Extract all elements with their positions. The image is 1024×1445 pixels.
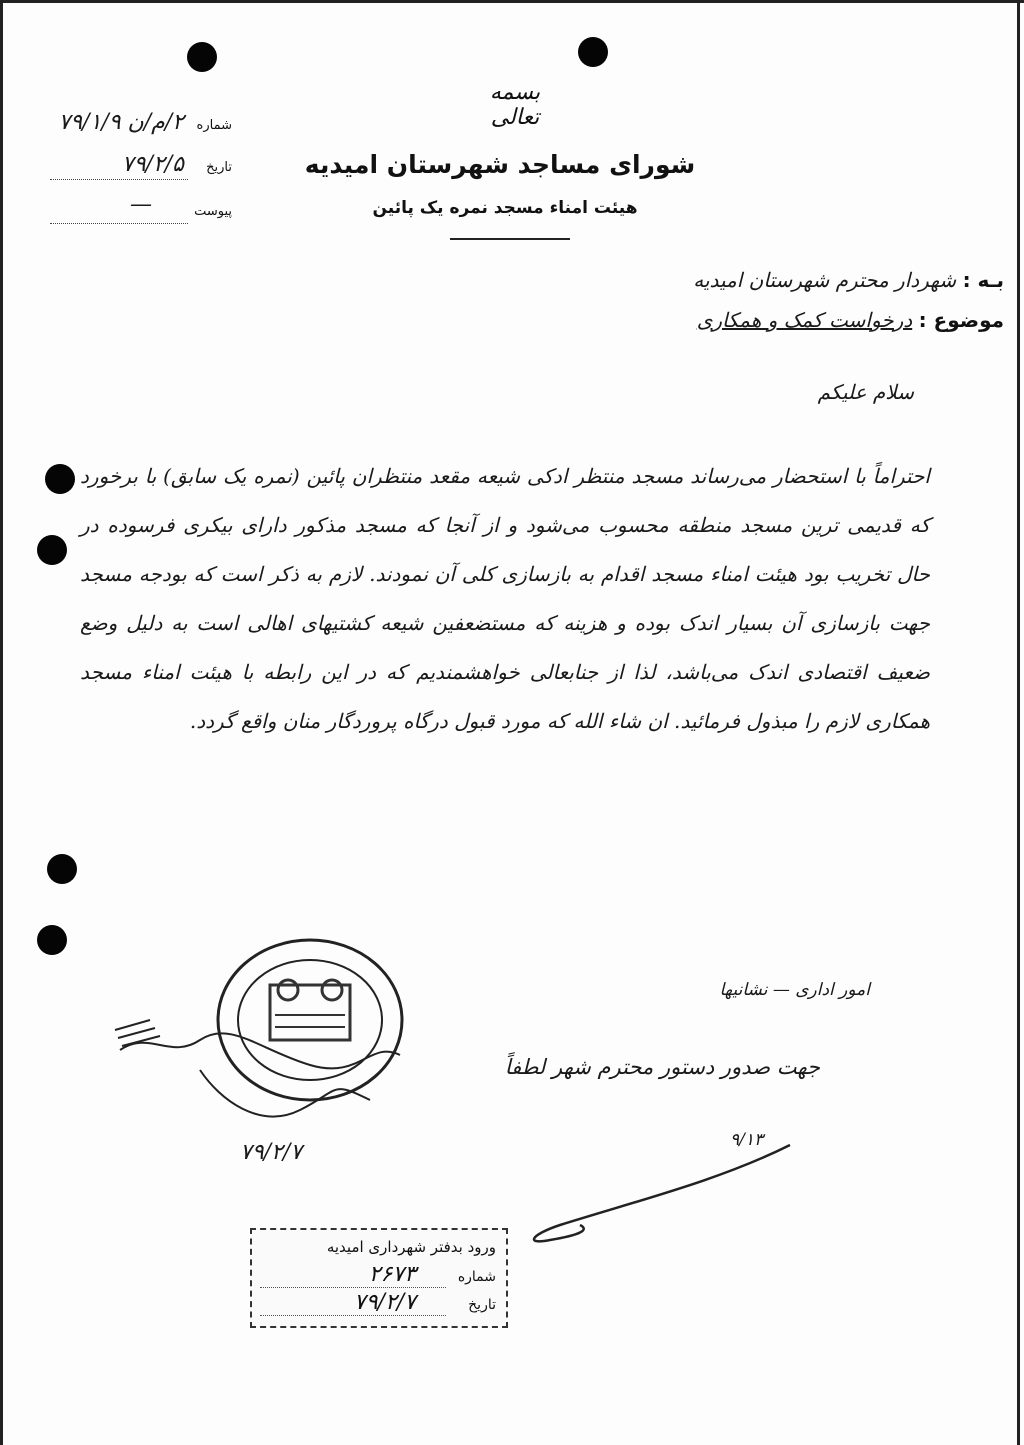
org-subtitle: هیئت امناء مسجد نمره یک پائین <box>372 198 638 218</box>
stamp-date: ۷۹/۲/۷ <box>240 1140 303 1165</box>
to-value: شهردار محترم شهرستان امیدیه <box>693 268 957 292</box>
date-label: تاریخ <box>206 160 232 175</box>
attachment-label: پیوست <box>194 204 232 219</box>
number-value: ۲/م/ن ۷۹/۱/۹ <box>58 110 184 135</box>
received-date-label: تاریخ <box>468 1297 496 1313</box>
punch-hole <box>37 535 67 565</box>
attachment-value: — <box>130 192 152 217</box>
bismillah: بسمه تعالی <box>489 80 541 130</box>
subject-line <box>564 308 1004 332</box>
received-number-label: شماره <box>457 1269 496 1285</box>
punch-hole <box>37 925 67 955</box>
punch-hole <box>578 37 608 67</box>
seal-stamp <box>110 930 410 1160</box>
left-edge <box>0 0 3 1445</box>
signature-title: امور اداری — نشانیها <box>719 980 870 1000</box>
right-edge <box>1017 0 1020 1445</box>
received-number-value: ۲۶۷۳ <box>368 1262 416 1287</box>
subject-label: موضوع : <box>918 308 1004 332</box>
signature-order: جهت صدور دستور محترم شهر لطفاً <box>504 1055 820 1079</box>
letter-body: احتراماً با استحضار می‌رساند مسجد منتظر ادکی شیعه مقعد منتظران پائین (نمره یک سابق) با برخورد که قدیمی ترین مسجد منطقه محسوب می‌شود و از آنجا که مسجد مذکور دارای بیکری فرسوده در حال تخریب بود هیئت امناء مسجد اقدام به بازسازی کلی آن نمودند. لازم به ذکر است که بودجه مسجد جهت بازسازی آن بسیار اندک بوده و هزینه که مستضعفین شیعه کشتیهای اهالی است به دلیل وضع ضعیف اقتصادی اندک می‌باشد، لذا از جنابعالی خواهشمندیم که در این رابطه با هیئت امناء مسجد همکاری لازم را مبذول فرمائید. ان شاء الله که مورد قبول درگاه پروردگار منان واقع گردد. <box>80 464 930 733</box>
number-label: شماره <box>196 118 232 133</box>
date-value: ۷۹/۲/۵ <box>121 152 184 177</box>
subject-value: درخواست کمک و همکاری <box>696 308 913 332</box>
attachment-field <box>20 192 232 228</box>
date-field <box>20 152 232 184</box>
received-date-dots <box>260 1315 446 1316</box>
attachment-dots <box>50 223 188 224</box>
received-number-row <box>260 1262 496 1292</box>
addressee-line <box>584 268 1004 292</box>
received-stamp-box <box>250 1228 508 1328</box>
signature-stroke <box>520 1140 800 1250</box>
signature-code: ۹/۱۳ <box>730 1130 764 1150</box>
punch-hole <box>45 464 75 494</box>
number-field <box>20 110 232 142</box>
punch-hole <box>187 42 217 72</box>
punch-hole <box>47 854 77 884</box>
received-title: ورود بدفتر شهرداری امیدیه <box>326 1238 496 1256</box>
org-title: شورای مساجد شهرستان امیدیه <box>304 150 696 179</box>
greeting: سلام علیکم <box>817 380 914 404</box>
received-date-row <box>260 1290 496 1320</box>
received-number-dots <box>260 1287 446 1288</box>
top-edge <box>0 0 1024 3</box>
date-dots <box>50 179 188 180</box>
to-label: بـه : <box>962 268 1004 292</box>
received-date-value: ۷۹/۲/۷ <box>353 1290 416 1315</box>
header-divider <box>450 238 570 240</box>
